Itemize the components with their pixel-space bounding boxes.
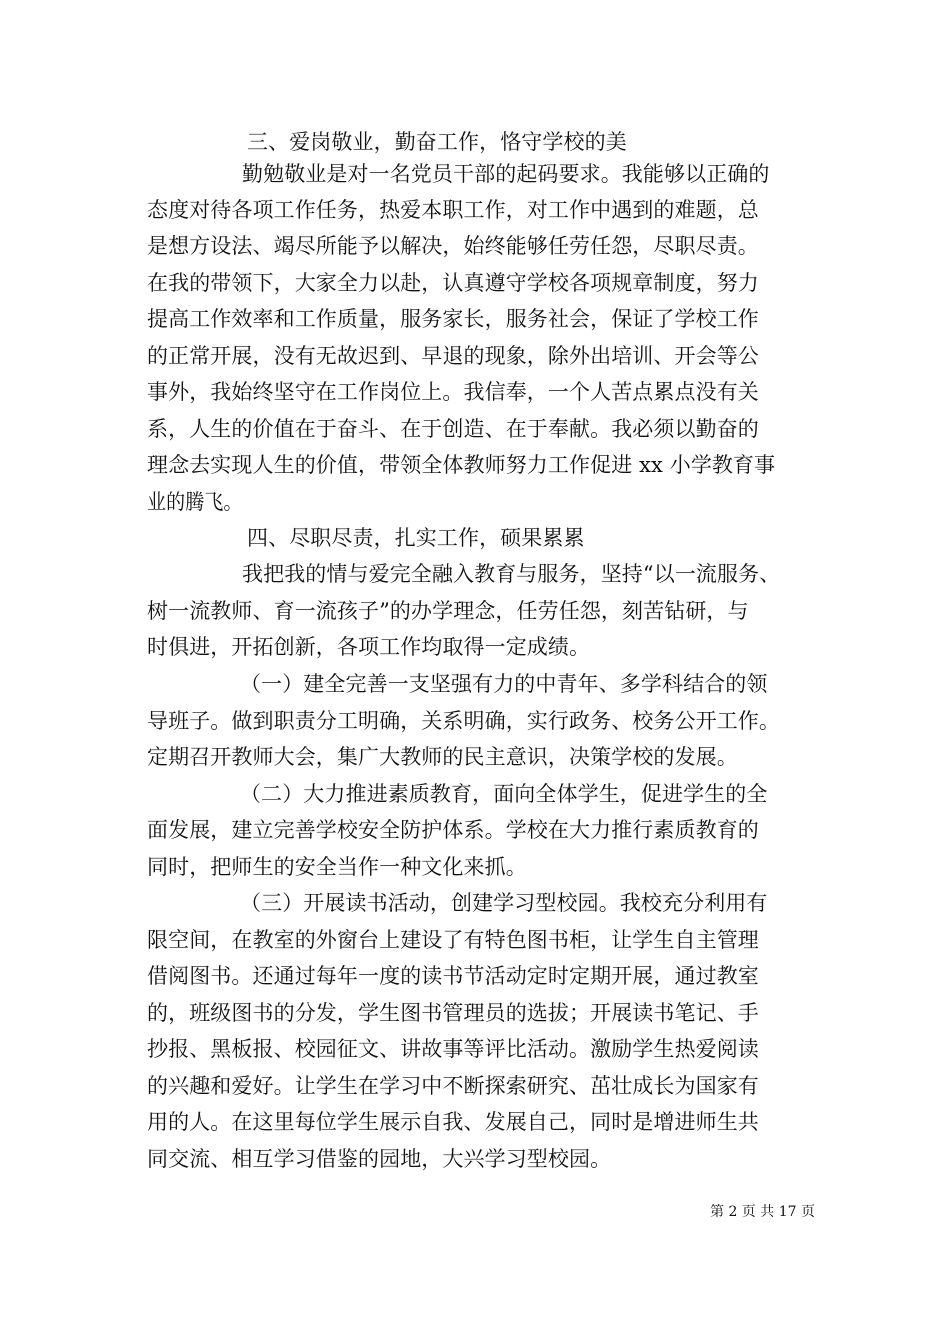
paragraph-line: 限空间，在教室的外窗台上建设了有特色图书柜，让学生自主管理	[147, 928, 759, 952]
paragraph-line: 同时，把师生的安全当作一种文化来抓。	[147, 855, 527, 879]
paragraph-line: 借阅图书。还通过每年一度的读书节活动定时定期开展，通过教室	[147, 964, 759, 988]
paragraph-line: 导班子。做到职责分工明确，关系明确，实行政务、校务公开工作。	[147, 709, 780, 733]
subsection-one-line: （一）建全完善一支坚强有力的中青年、多学科结合的领	[240, 672, 768, 696]
paragraph-line: 态度对待各项工作任务，热爱本职工作，对工作中遇到的难题，总	[147, 198, 759, 222]
paragraph-line: 我把我的情与爱完全融入教育与服务，坚持“以一流服务、	[242, 562, 781, 586]
paragraph-line: 系，人生的价值在于奋斗、在于创造、在于奉献。我必须以勤奋的	[147, 417, 759, 441]
section-heading-4: 四、尽职尽责，扎实工作，硕果累累	[247, 526, 585, 550]
subsection-two-line: （二）大力推进素质教育，面向全体学生，促进学生的全	[240, 782, 768, 806]
paragraph-line: 同交流、相互学习借鉴的园地，大兴学习型校园。	[147, 1147, 612, 1171]
paragraph-line: 面发展，建立完善学校安全防护体系。学校在大力推行素质教育的	[147, 818, 759, 842]
paragraph-line: 是想方设法、竭尽所能予以解决，始终能够任劳任怨，尽职尽责。	[147, 234, 759, 258]
paragraph-line: 的正常开展，没有无故迟到、早退的现象，除外出培训、开会等公	[147, 344, 759, 368]
section-heading-3: 三、爱岗敬业，勤奋工作，恪守学校的美	[247, 130, 627, 154]
paragraph-line: 理念去实现人生的价值，带领全体教师努力工作促进 xx 小学教育事	[147, 453, 776, 477]
paragraph-line: 时俱进，开拓创新，各项工作均取得一定成绩。	[147, 635, 591, 659]
paragraph-line: 的，班级图书的分发，学生图书管理员的选拔；开展读书笔记、手	[147, 1001, 759, 1025]
paragraph-line: 业的腾飞。	[147, 490, 243, 514]
paragraph-line: 的兴趣和爱好。让学生在学习中不断探索研究、茁壮成长为国家有	[147, 1074, 759, 1098]
paragraph-line: 事外，我始终坚守在工作岗位上。我信奉，一个人苦点累点没有关	[147, 380, 759, 404]
paragraph-line: 勤勉敬业是对一名党员干部的起码要求。我能够以正确的	[242, 162, 770, 186]
page-number: 第 2 页 共 17 页	[710, 1204, 815, 1220]
paragraph-line: 抄报、黑板报、校园征文、讲故事等评比活动。激励学生热爱阅读	[147, 1037, 759, 1061]
paragraph-line: 树一流教师、育一流孩子”的办学理念，任劳任怨，刻苦钻研，与	[147, 599, 749, 623]
paragraph-line: 定期召开教师大会，集广大教师的民主意识，决策学校的发展。	[147, 745, 738, 769]
paragraph-line: 用的人。在这里每位学生展示自我、发展自己，同时是增进师生共	[147, 1110, 759, 1134]
paragraph-line: 提高工作效率和工作质量，服务家长，服务社会，保证了学校工作	[147, 307, 759, 331]
subsection-three-line: （三）开展读书活动，创建学习型校园。我校充分利用有	[240, 891, 768, 915]
paragraph-line: 在我的带领下，大家全力以赴，认真遵守学校各项规章制度，努力	[147, 271, 759, 295]
